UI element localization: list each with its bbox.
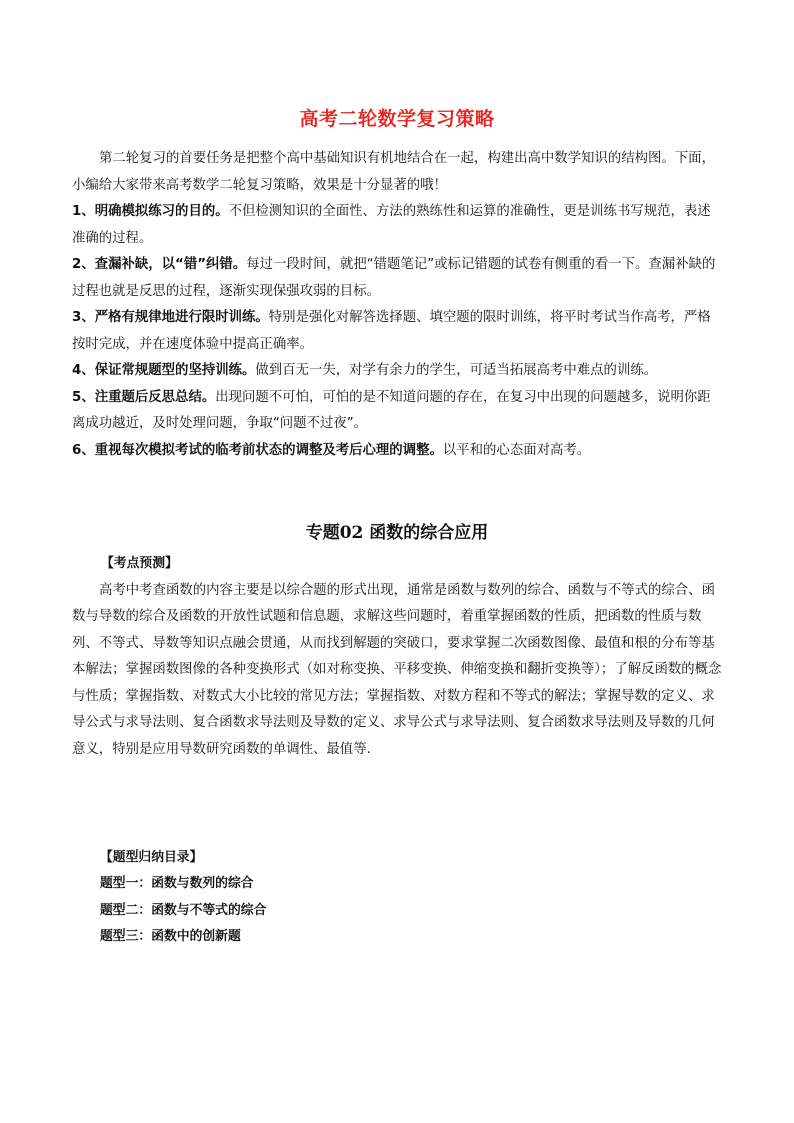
strategy-body: 每过一段时间，就把“错题笔记”或标记错题的试卷有侧重的看一下。查漏补缺的过程也就是反思的过程，逐渐实现保强攻弱的目标。	[72, 257, 716, 299]
section-title: 专题02 函数的综合应用	[305, 523, 489, 543]
strategy-item	[72, 385, 722, 438]
strategy-item	[72, 252, 722, 305]
forecast-text: 高考中考查函数的内容主要是以综合题的形式出现，通常是函数与数列的综合、函数与不等式的综合、函数与导数的综合及函数的开放性试题和信息题，求解这些问题时，着重掌握函数的性质，把函数的性质与数列、不等式、导数等知识点融会贯通，从而找到解题的突破口，要求掌握二次函数图像、最值和根的分布等基本解法；掌握函数图像的各种变换形式（如对称变换、平移变换、伸缩变换和翻折变换等）；了解反函数的概念与性质；掌握指数、对数式大小比较的常见方法；掌握指数、对数方程和不等式的解法；掌握导数的定义、求导公式与求导法则、复合函数求导法则及导数的定义、求导公式与求导法则、复合函数求导法则及导数的几何意义，特别是应用导数研究函数的单调性、最值等.	[72, 582, 722, 757]
strategy-item	[72, 199, 722, 252]
strategy-list	[72, 199, 722, 464]
strategy-heading: 6、重视每次模拟考试的临考前状态的调整及考后心理的调整。	[72, 442, 443, 458]
strategy-body: 特别是强化对解答选择题、填空题的限时训练，将平时考试当作高考，严格按时完成，并在速度体验中提高正确率。	[72, 310, 711, 352]
toc-item: 题型二：函数与不等式的综合	[100, 902, 267, 918]
strategy-body: 以平和的心态面对高考。	[442, 442, 591, 458]
toc-item: 题型三：函数中的创新题	[100, 929, 241, 945]
toc-label: 【题型归纳目录】	[100, 850, 203, 865]
strategy-item	[72, 358, 722, 385]
strategy-heading: 1、明确模拟练习的目的。	[72, 204, 229, 219]
forecast-label: 【考点预测】	[101, 556, 178, 571]
strategy-item	[72, 305, 722, 358]
question-type-directory	[100, 845, 266, 951]
strategy-body: 不但检测知识的全面性、方法的熟练性和运算的准确性，更是训练书写规范，表述准确的过程。	[72, 204, 711, 246]
strategy-body: 出现问题不可怕，可怕的是不知道问题的存在，在复习中出现的问题越多，说明你距离成功越近，及时处理问题，争取“问题不过夜”。	[72, 389, 711, 431]
strategy-heading: 2、查漏补缺，以“错”纠错。	[72, 257, 247, 272]
strategy-heading: 5、注重题后反思总结。	[72, 389, 216, 405]
strategy-heading: 3、严格有规律地进行限时训练。	[72, 310, 269, 325]
strategy-heading: 4、保证常规题型的坚持训练。	[72, 363, 256, 378]
forecast-section	[72, 551, 722, 763]
toc-item: 题型一：函数与数列的综合	[100, 876, 254, 892]
intro-text: 第二轮复习的首要任务是把整个高中基础知识有机地结合在一起，构建出高中数学知识的结构图。下面，小编给大家带来高考数学二轮复习策略，效果是十分显著的哦！	[72, 151, 715, 193]
strategy-item	[72, 438, 722, 465]
page-title: 高考二轮数学复习策略	[299, 108, 495, 130]
strategy-body: 做到百无一失，对学有余力的学生，可适当拓展高考中难点的训练。	[255, 363, 658, 378]
intro-paragraph	[72, 146, 722, 199]
